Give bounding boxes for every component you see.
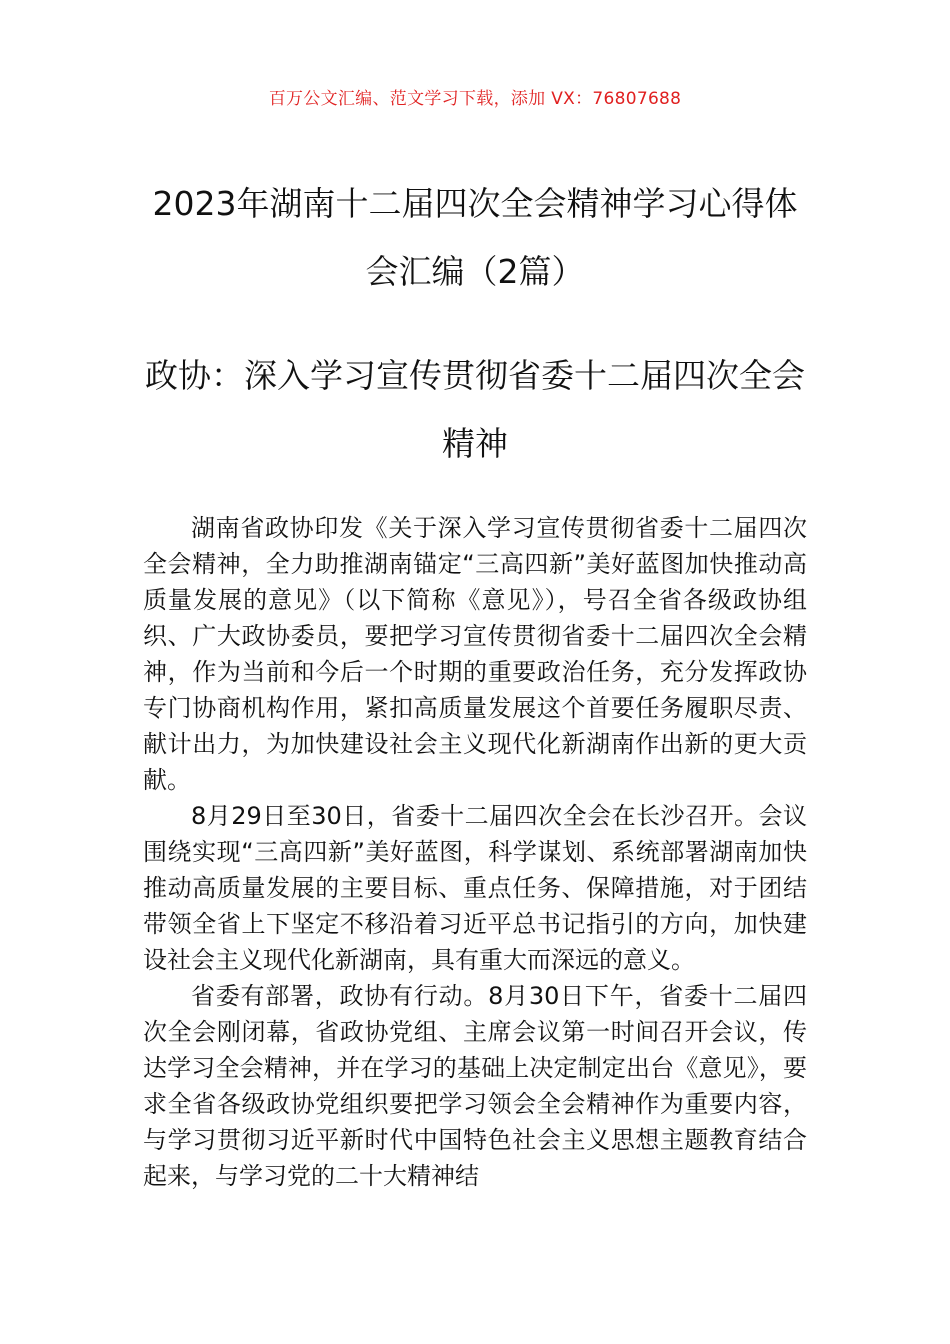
section-title: 政协：深入学习宣传贯彻省委十二届四次全会精神 (145, 356, 805, 463)
header-watermark-note: 百万公文汇编、范文学习下载，添加 VX：76807688 (268, 89, 682, 109)
document-title: 2023年湖南十二届四次全会精神学习心得体会汇编（2篇） (152, 184, 798, 291)
paragraph-3: 省委有部署，政协有行动。8月30日下午，省委十二届四次全会刚闭幕，省政协党组、主席会议第一时间召开会议，传达学习全会精神，并在学习的基础上决定制定出台《意见》，要求全省各级政协党组织要把学习领会全会精神作为重要内容，与学习贯彻习近平新时代中国特色社会主义思想主题教育结合起来，与学习党的二十大精神结 (143, 982, 807, 1190)
paragraph-1: 湖南省政协印发《关于深入学习宣传贯彻省委十二届四次全会精神，全力助推湖南锚定“三高四新”美好蓝图加快推动高质量发展的意见》（以下简称《意见》），号召全省各级政协组织、广大政协委员，要把学习宣传贯彻省委十二届四次全会精神，作为当前和今后一个时期的重要政治任务，充分发挥政协专门协商机构作用，紧扣高质量发展这个首要任务履职尽责、献计出力，为加快建设社会主义现代化新湖南作出新的更大贡献。 (143, 514, 807, 794)
document-body (143, 510, 807, 1194)
paragraph-2: 8月29日至30日，省委十二届四次全会在长沙召开。会议围绕实现“三高四新”美好蓝图，科学谋划、系统部署湖南加快推动高质量发展的主要目标、重点任务、保障措施，对于团结带领全省上下坚定不移沿着习近平总书记指引的方向，加快建设社会主义现代化新湖南，具有重大而深远的意义。 (143, 802, 807, 974)
